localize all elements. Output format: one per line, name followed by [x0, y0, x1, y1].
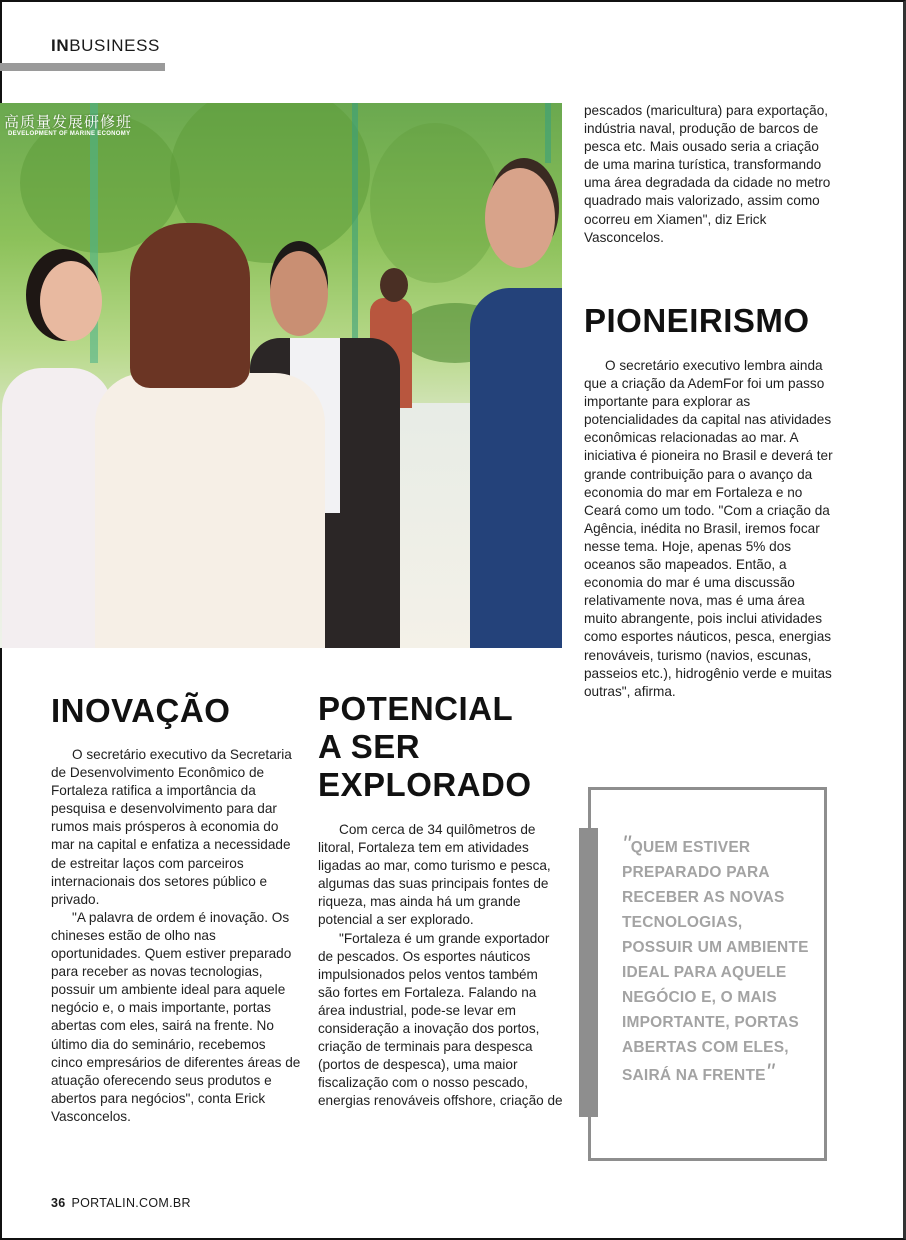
open-quote-icon: ": [622, 831, 631, 858]
heading-potencial: [318, 690, 563, 804]
section-bar: [0, 63, 165, 71]
article-photo: [0, 103, 562, 648]
heading-line: POTENCIAL: [318, 690, 514, 727]
woman-back-view-hair: [130, 223, 250, 388]
page-number: 36: [51, 1196, 66, 1210]
heading-line: A SER: [318, 728, 421, 765]
page-footer: [51, 1196, 191, 1210]
column-potencial: [318, 690, 563, 1111]
paragraph: "Fortaleza é um grande exportador de pescados. Os esportes náuticos impulsionados pelos ventos também são fortes em Fortaleza. Falando na área industrial, pode-se levar em consideração a inovação dos portos, criação de terminais para despesca (portos de despesca), uma maior fiscalização com o nosso pescado, energias renováveis offshore, criação de: [318, 930, 563, 1109]
woman-white-blazer-head: [40, 261, 102, 341]
paragraph: pescados (maricultura) para exportação, indústria naval, produção de barcos de pesca etc. Mais ousado seria a criação de uma marina turística, transformando uma área degradada da cidade no metro quadrado mais valorizado, assim como ocorreu em Xiamen", diz Erick Vasconcelos.: [584, 103, 831, 245]
paragraph: O secretário executivo da Secretaria de Desenvolvimento Econômico de Fortaleza ratifica a importância da pesquisa e desenvolvimento para dar rumos mais prósperos à economia do mar na capital e enfatiza a necessidade de estreitar laços com parceiros internacionais dos setores público e privado.: [51, 747, 292, 907]
section-label-bold: IN: [51, 36, 70, 55]
site-url: PORTALIN.COM.BR: [71, 1196, 191, 1210]
section-label: [51, 36, 160, 56]
pullquote: [622, 832, 817, 1088]
paragraph: Com cerca de 34 quilômetros de litoral, Fortaleza tem em atividades ligadas ao mar, como turismo e pesca, algumas das suas principais fontes de riqueza, mas ainda há um grande potencial a ser explorado.: [318, 822, 551, 928]
pullquote-text: QUEM ESTIVER PREPARADO PARA RECEBER AS NOVAS TECNOLOGIAS, POSSUIR UM AMBIENTE IDEAL PARA AQUELE NEGÓCIO E, O MAIS IMPORTANTE, PORTAS ABERTAS COM ELES, SAIRÁ NA FRENTE: [622, 839, 809, 1084]
pullquote-accent-bar: [579, 828, 598, 1117]
heading-pioneirismo: PIONEIRISMO: [584, 302, 810, 339]
column-pioneirismo: [584, 302, 834, 701]
column-inovacao: [51, 693, 301, 1126]
column-continuation: [584, 102, 834, 247]
glass-frame: [352, 103, 358, 343]
glass-frame: [545, 103, 551, 163]
paragraph: O secretário executivo lembra ainda que a criação da AdemFor foi um passo importante para explorar as potencialidades da capital nas atividades econômicas relacionadas ao mar. A iniciativa é pioneira no Brasil e deverá ter grande contribuição para o avanço da economia do mar em Fortaleza e no Ceará como um todo. "Com a criação da Agência, inédita no Brasil, iremos focar nesse tema. Hoje, apenas 5% dos oceanos são mapeados. Então, a economia do mar é uma discussão relativamente nova, mas é uma área muito abrangente, pois inclui atividades como esportes náuticos, pesca, energias renováveis, turismo (navios, escunas, passeios etc.), hidrogênio verde e muitas outras", afirma.: [584, 358, 833, 699]
photo-banner-english: DEVELOPMENT OF MARINE ECONOMY: [8, 131, 131, 137]
man-blue-suit-head: [485, 168, 555, 268]
man-blue-suit: [470, 288, 562, 648]
background-person-head: [380, 268, 408, 302]
photo-banner-chinese: 高质量发展研修班: [4, 113, 133, 131]
close-quote-icon: ": [765, 1059, 775, 1086]
section-label-light: BUSINESS: [69, 36, 160, 55]
woman-back-view: [95, 373, 325, 648]
man-dark-suit-head: [270, 251, 328, 336]
foliage-shape: [370, 123, 500, 283]
heading-inovacao: INOVAÇÃO: [51, 692, 231, 729]
paragraph: "A palavra de ordem é inovação. Os chineses estão de olho nas oportunidades. Quem estiver preparado para receber as novas tecnologias, possuir um ambiente ideal para aquele negócio e, o mais importante, portas abertas com eles, sairá na frente. No último dia do seminário, recebemos cinco empresários de diferentes áreas de atuação oferecendo seus produtos e abertos para negócios", conta Erick Vasconcelos.: [51, 909, 301, 1124]
heading-line: EXPLORADO: [318, 766, 532, 803]
